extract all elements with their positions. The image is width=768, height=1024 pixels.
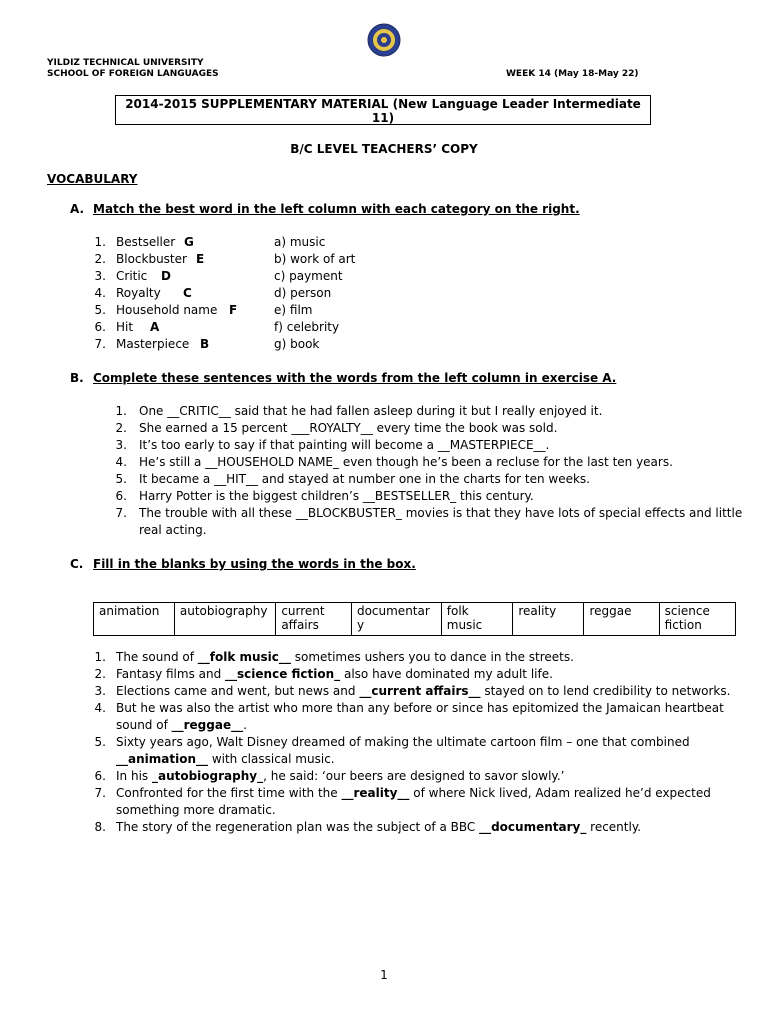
category-item: b) work of art xyxy=(274,252,356,266)
word-box-cell xyxy=(584,603,659,636)
sentence-text: The trouble with all these __BLOCKBUSTER_ movies is that they have lots of special effects and little xyxy=(139,506,743,520)
match-word: Hit xyxy=(116,320,134,334)
word-box-word: science xyxy=(664,604,710,618)
sentence-part: with classical music. xyxy=(208,752,335,766)
word-box-cell xyxy=(94,603,175,636)
sentence-continuation xyxy=(116,802,276,819)
match-word: Bestseller xyxy=(116,235,176,249)
category-item: f) celebrity xyxy=(274,320,340,334)
word-box-cell xyxy=(441,603,513,636)
school-name: SCHOOL OF FOREIGN LANGUAGES xyxy=(47,69,219,79)
answer-blank: __reality__ xyxy=(341,786,410,800)
word-box-word: documentar xyxy=(356,604,430,618)
match-number: 4. xyxy=(94,286,106,300)
match-number: 1. xyxy=(94,235,106,249)
sentence-text xyxy=(116,819,641,836)
match-answer: D xyxy=(161,269,171,283)
title-line-2: 11) xyxy=(371,111,395,125)
sentence-number: 2. xyxy=(94,667,106,681)
sentence-text xyxy=(116,768,564,785)
match-number: 7. xyxy=(94,337,106,351)
category-item: d) person xyxy=(274,286,332,300)
match-word: Household name xyxy=(116,303,218,317)
sentence-number: 3. xyxy=(94,684,106,698)
title-line-1: 2014-2015 SUPPLEMENTARY MATERIAL (New Language Leader Intermediate xyxy=(125,97,641,111)
sentence-number: 1. xyxy=(115,404,127,418)
sentence-part: recently. xyxy=(586,820,642,834)
sentence-text xyxy=(116,666,553,683)
sentence-part: Confronted for the first time with the xyxy=(116,786,342,800)
sentence-number: 4. xyxy=(94,701,106,715)
match-word: Masterpiece xyxy=(116,337,190,351)
sentence-part: Elections came and went, but news and xyxy=(116,684,360,698)
word-box-word-cont: affairs xyxy=(281,618,319,632)
answer-blank: __current affairs__ xyxy=(359,684,481,698)
answer-blank: __science fiction_ xyxy=(225,667,341,681)
word-box-word-cont: fiction xyxy=(664,618,702,632)
word-box-cell xyxy=(276,603,352,636)
sentence-text xyxy=(116,683,730,700)
sentence-part: sound of xyxy=(116,718,172,732)
word-box-cell xyxy=(513,603,584,636)
exercise-a-instruction: Match the best word in the left column with each category on the right. xyxy=(93,202,580,216)
sentence-text: He’s still a __HOUSEHOLD NAME_ even though he’s been a recluse for the last ten years. xyxy=(139,455,673,469)
sentence-continuation: real acting. xyxy=(139,523,207,537)
sentence-part: The story of the regeneration plan was the subject of a BBC xyxy=(116,820,480,834)
answer-blank: _autobiography_ xyxy=(151,769,264,783)
sentence-number: 7. xyxy=(94,786,106,800)
match-answer: F xyxy=(229,303,238,317)
sentence-number: 7. xyxy=(115,506,127,520)
sentence-number: 2. xyxy=(115,421,127,435)
category-item: g) book xyxy=(274,337,320,351)
sentence-number: 8. xyxy=(94,820,106,834)
answer-blank: __reggae__ xyxy=(171,718,244,732)
week-label: WEEK 14 (May 18-May 22) xyxy=(506,69,639,79)
answer-blank: __animation__ xyxy=(116,752,208,766)
word-box-word: reality xyxy=(518,604,557,618)
sentence-text: One __CRITIC__ said that he had fallen asleep during it but I really enjoyed it. xyxy=(139,404,603,418)
sentence-text xyxy=(116,734,690,751)
word-box-word: animation xyxy=(99,604,160,618)
exercise-a-label: A. xyxy=(70,202,85,216)
sentence-number: 6. xyxy=(115,489,127,503)
category-item: a) music xyxy=(274,235,326,249)
sentence-text: Harry Potter is the biggest children’s __BESTSELLER_ this century. xyxy=(139,489,534,503)
word-box-word-cont: y xyxy=(356,618,365,632)
university-name: YILDIZ TECHNICAL UNIVERSITY xyxy=(47,58,204,68)
match-word: Blockbuster xyxy=(116,252,187,266)
sentence-part: The sound of xyxy=(116,650,198,664)
sentence-number: 3. xyxy=(115,438,127,452)
exercise-c-instruction: Fill in the blanks by using the words in the box. xyxy=(93,557,416,571)
sentence-text xyxy=(116,785,711,802)
exercise-c-label: C. xyxy=(70,557,84,571)
sentence-text xyxy=(116,700,724,717)
sentence-part: sometimes ushers you to dance in the streets. xyxy=(290,650,574,664)
document-subtitle: B/C LEVEL TEACHERS’ COPY xyxy=(290,142,478,156)
word-box-cell xyxy=(659,603,735,636)
page-number: 1 xyxy=(380,968,388,982)
sentence-text: She earned a 15 percent ___ROYALTY__ every time the book was sold. xyxy=(139,421,558,435)
sentence-part: , he said: ‘our beers are designed to savor slowly.’ xyxy=(263,769,565,783)
category-item: e) film xyxy=(274,303,313,317)
match-number: 3. xyxy=(94,269,106,283)
word-box-word: folk music xyxy=(446,604,483,632)
word-box-cell xyxy=(174,603,275,636)
sentence-text xyxy=(116,649,574,666)
match-number: 6. xyxy=(94,320,106,334)
sentence-part: Fantasy films and xyxy=(116,667,226,681)
sentence-part: stayed on to lend credibility to networks. xyxy=(480,684,731,698)
sentence-number: 5. xyxy=(94,735,106,749)
sentence-part: something more dramatic. xyxy=(116,803,276,817)
match-answer: B xyxy=(200,337,210,351)
sentence-part: of where Nick lived, Adam realized he’d expected xyxy=(409,786,711,800)
sentence-number: 1. xyxy=(94,650,106,664)
sentence-part: . xyxy=(243,718,247,732)
category-item: c) payment xyxy=(274,269,343,283)
answer-blank: __documentary_ xyxy=(479,820,587,834)
word-box xyxy=(93,602,736,636)
word-box-cell xyxy=(351,603,441,636)
sentence-number: 6. xyxy=(94,769,106,783)
match-number: 2. xyxy=(94,252,106,266)
match-answer: G xyxy=(184,235,194,249)
word-box-row xyxy=(94,603,736,636)
match-word: Critic xyxy=(116,269,148,283)
section-heading: VOCABULARY xyxy=(47,172,138,186)
sentence-part: also have dominated my adult life. xyxy=(340,667,553,681)
match-answer: C xyxy=(183,286,192,300)
match-number: 5. xyxy=(94,303,106,317)
match-answer: A xyxy=(150,320,160,334)
word-box-word: autobiography xyxy=(179,604,268,618)
sentence-part: But he was also the artist who more than any before or since has epitomized the Jamaican heartbeat xyxy=(116,701,724,715)
match-word: Royalty xyxy=(116,286,161,300)
exercise-b-instruction: Complete these sentences with the words from the left column in exercise A. xyxy=(93,371,617,385)
word-box-word: reggae xyxy=(589,604,632,618)
answer-blank: __folk music__ xyxy=(197,650,291,664)
sentence-part: In his xyxy=(116,769,152,783)
sentence-text: It’s too early to say if that painting will become a __MASTERPIECE__. xyxy=(139,438,550,452)
sentence-number: 5. xyxy=(115,472,127,486)
exercise-b-label: B. xyxy=(70,371,84,385)
sentence-continuation xyxy=(116,717,247,734)
sentence-text: It became a __HIT__ and stayed at number one in the charts for ten weeks. xyxy=(139,472,590,486)
sentence-part: Sixty years ago, Walt Disney dreamed of making the ultimate cartoon film – one that combined xyxy=(116,735,690,749)
match-answer: E xyxy=(196,252,205,266)
sentence-number: 4. xyxy=(115,455,127,469)
sentence-continuation xyxy=(116,751,335,768)
university-seal-icon xyxy=(367,23,401,57)
word-box-word: current xyxy=(281,604,325,618)
document-title xyxy=(115,95,651,125)
